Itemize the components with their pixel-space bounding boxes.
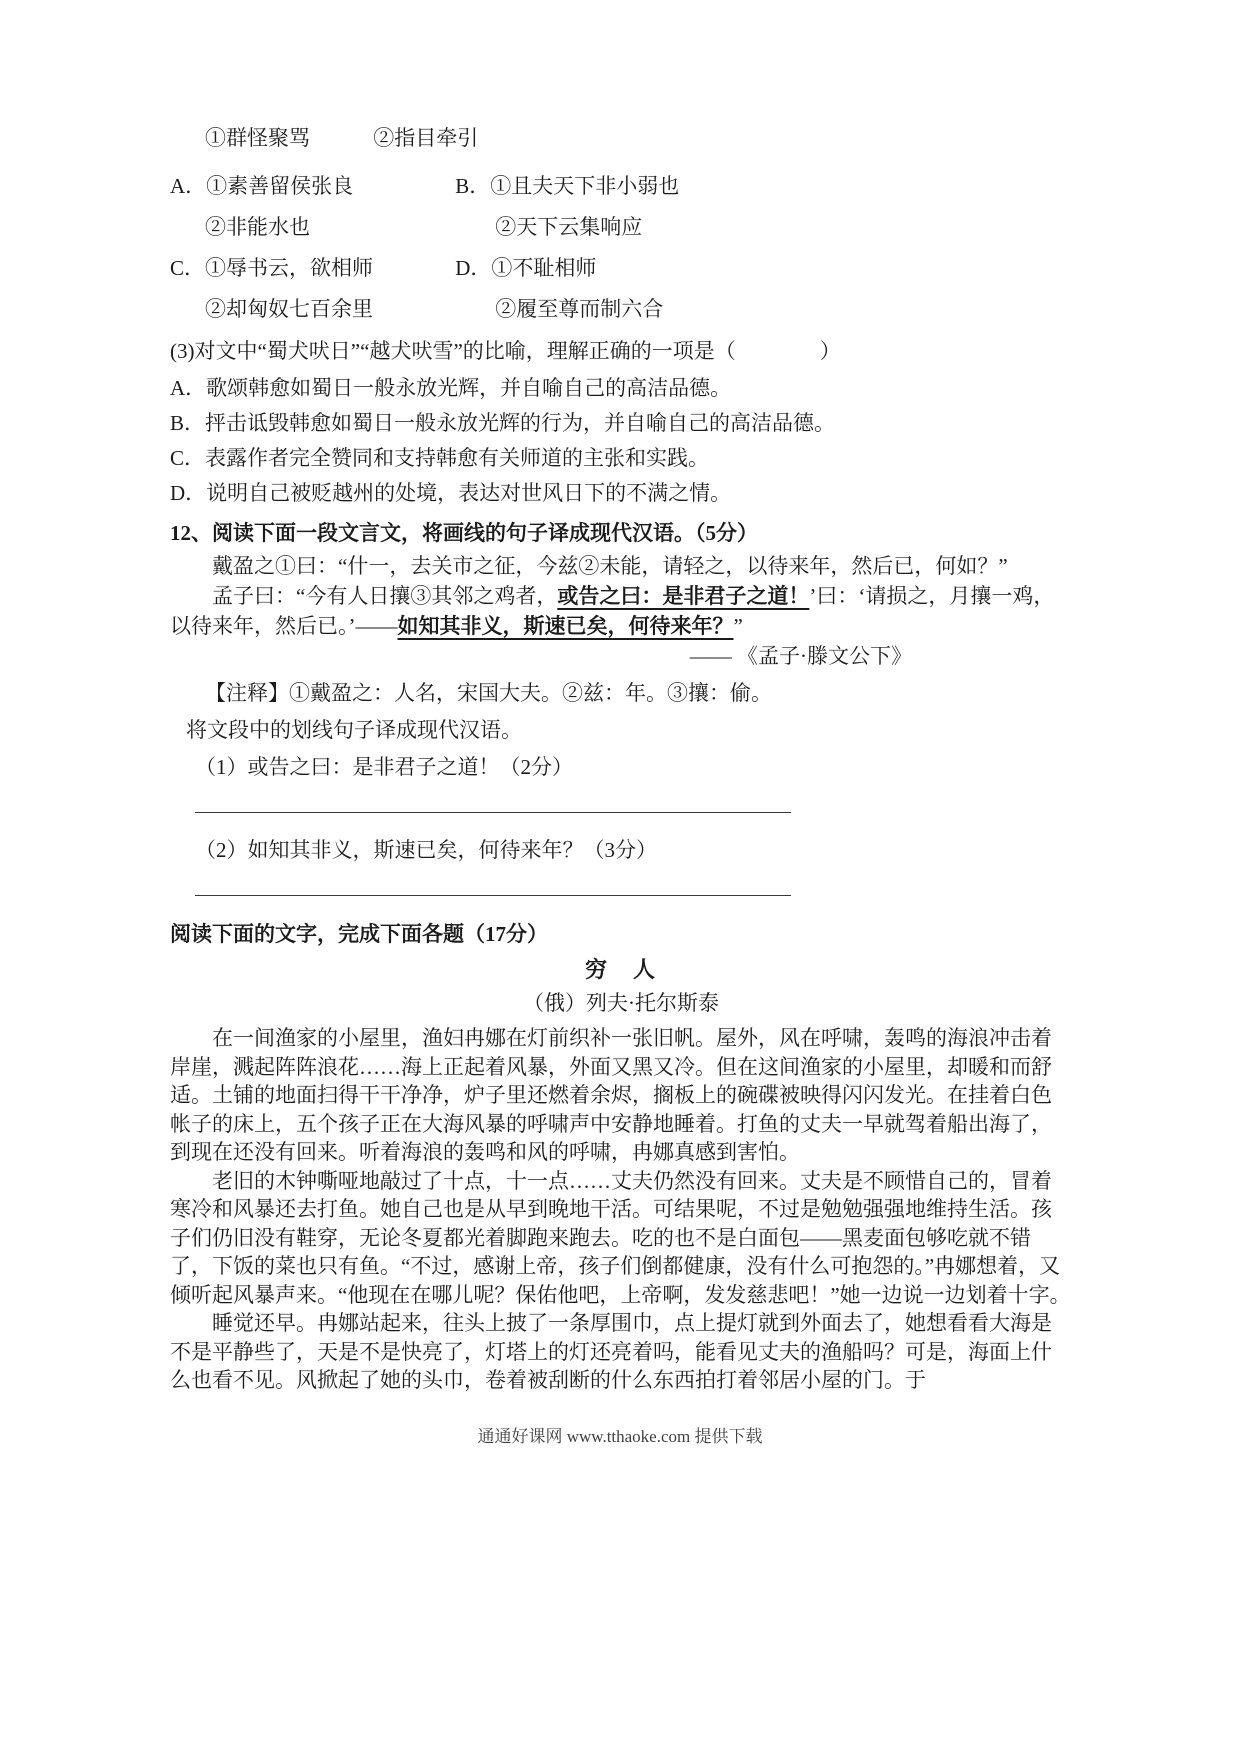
story-paragraph-2: 老旧的木钟嘶哑地敲过了十点，十一点……丈夫仍然没有回来。丈夫是不顾惜自己的，冒着寒冷和风暴还去打鱼。她自己也是从早到晚地干活。可结果呢，不过是勉勉强强地维持生活。孩子们仍旧没有鞋穿，无论冬夏都光着脚跑来跑去。吃的也不是白面包——黑麦面包够吃就不错了，下饭的菜也只有鱼。“不过，感谢上帝，孩子们倒都健康，没有什么可抱怨的。”冉娜想着，又倾听起风暴声来。“他现在在哪儿呢？保佑他吧，上帝啊，发发慈悲吧！”她一边说一边划着十字。 xyxy=(170,1168,1071,1307)
underlined-sentence-2: 如知其非义，斯速已矣，何待来年？ xyxy=(397,614,734,638)
question-3-option-b: B．抨击诋毁韩愈如蜀日一般永放光辉的行为，并自喻自己的高洁品德。 xyxy=(170,411,836,435)
option-row-ab-sub xyxy=(205,213,1072,241)
option-d-line-2: ②履至尊而制六合 xyxy=(495,297,664,321)
option-row-cd xyxy=(170,254,1072,282)
classical-passage-paragraph-1: 戴盈之①曰：“什一，去关市之征，今兹②未能，请轻之，以待来年，然后已，何如？” xyxy=(212,554,1008,578)
reading-section-heading: 阅读下面的文字，完成下面各题（17分） xyxy=(170,922,548,946)
answer-blank-line-2 xyxy=(195,895,791,896)
story-author: （俄）列夫·托尔斯泰 xyxy=(523,991,719,1015)
classical-passage-paragraph-2 xyxy=(170,581,1072,641)
word-pair-row xyxy=(205,124,1072,152)
option-a-line-1: A．①素善留侯张良 xyxy=(170,174,354,198)
story-title: 穷 人 xyxy=(584,957,657,982)
option-c-line-2: ②却匈奴七百余里 xyxy=(205,297,373,321)
option-b-line-1: B．①且夫天下非小弱也 xyxy=(455,174,680,198)
sub-question-2: （2）如知其非义，斯速已矣，何待来年？（3分） xyxy=(195,838,657,862)
annotation-note: 【注释】①戴盈之：人名，宋国大夫。②兹：年。③攘：偷。 xyxy=(205,681,772,705)
footer-text: 通通好课网 www.tthaoke.com 提供下载 xyxy=(477,1426,763,1446)
sub-question-1: （1）或告之曰：是非君子之道！（2分） xyxy=(195,755,573,779)
option-c-line-1: C．①辱书云，欲相师 xyxy=(170,256,374,280)
story-paragraph-1: 在一间渔家的小屋里，渔妇冉娜在灯前织补一张旧帆。屋外，风在呼啸，轰鸣的海浪冲击着岸崖，溅起阵阵浪花……海上正起着风暴，外面又黑又冷。但在这间渔家的小屋里，却暖和而舒适。土铺的地面扫得干干净净，炉子里还燃着余烬，搁板上的碗碟被映得闪闪发光。在挂着白色帐子的床上，五个孩子正在大海风暴的呼啸声中安静地睡着。打鱼的丈夫一早就驾着船出海了，到现在还没有回来。听着海浪的轰鸣和风的呼啸，冉娜真感到害怕。 xyxy=(170,1026,1052,1164)
option-row-ab xyxy=(170,172,1072,200)
story-paragraph-3: 睡觉还早。冉娜站起来，往头上披了一条厚围巾，点上提灯就到外面去了，她想看看大海是不是平静些了，天是不是快亮了，灯塔上的灯还亮着吗，能看见丈夫的渔船吗？可是，海面上什么也看不见。风掀起了她的头巾，卷着被刮断的什么东西拍打着邻居小屋的门。于 xyxy=(170,1311,1052,1392)
translation-instruction: 将文段中的划线句子译成现代汉语。 xyxy=(186,718,522,742)
page-footer xyxy=(0,1425,1240,1449)
question-12-heading: 12、阅读下面一段文言文，将画线的句子译成现代汉语。（5分） xyxy=(170,521,758,545)
option-a-line-2: ②非能水也 xyxy=(205,215,310,239)
source-attribution: —— 《孟子·滕文公下》 xyxy=(689,644,912,668)
option-b-line-2: ②天下云集响应 xyxy=(495,215,643,239)
passage-segment: ’曰：‘请损之，月攘一鸡，以待来年，然后已。’—— xyxy=(170,584,1055,638)
question-3-option-d: D．说明自己被贬越州的处境，表达对世风日下的不满之情。 xyxy=(170,481,732,505)
question-3-stem: (3)对文中“蜀犬吠日”“越犬吠雪”的比喻，理解正确的一项是（ ） xyxy=(170,339,841,363)
underlined-sentence-1: 或告之曰：是非君子之道！ xyxy=(557,584,810,608)
question-3-option-c: C．表露作者完全赞同和支持韩愈有关师道的主张和实践。 xyxy=(170,446,710,470)
option-d-line-1: D．①不耻相师 xyxy=(455,256,597,280)
option-row-cd-sub xyxy=(205,295,1072,323)
passage-segment: 孟子曰：“今有人日攘③其邻之鸡者， xyxy=(212,584,558,608)
passage-segment: ” xyxy=(733,614,743,638)
word-pair-2: ②指目牵引 xyxy=(373,126,479,150)
word-pair-1: ①群怪聚骂 xyxy=(205,126,310,150)
answer-blank-line-1 xyxy=(195,812,791,813)
question-3-option-a: A．歌颂韩愈如蜀日一般永放光辉，并自喻自己的高洁品德。 xyxy=(170,376,732,400)
